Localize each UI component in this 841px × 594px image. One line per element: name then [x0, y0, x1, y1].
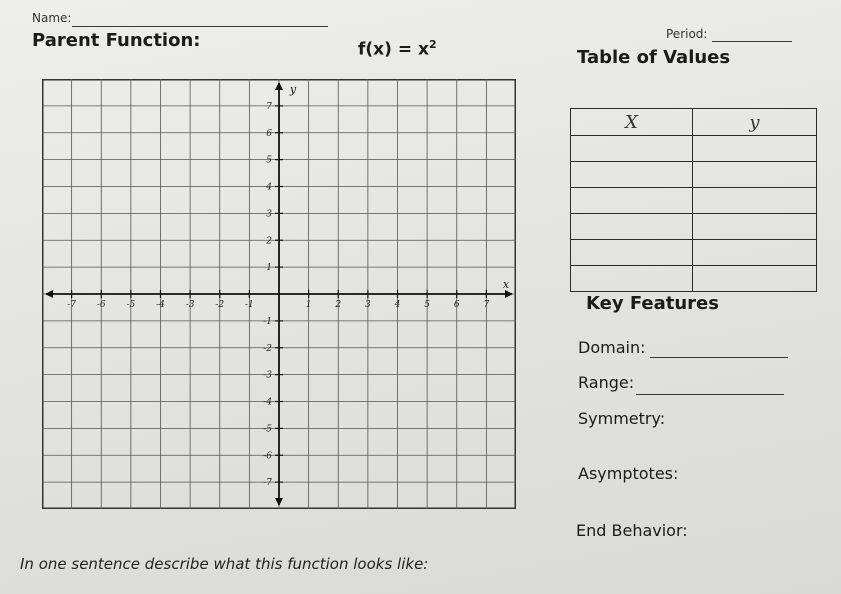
coordinate-grid[interactable] — [42, 79, 516, 509]
x-tick-label: -4 — [156, 300, 165, 310]
table-cell-y[interactable] — [693, 240, 817, 266]
period-label: Period: — [666, 27, 708, 41]
table-cell-y[interactable] — [693, 266, 817, 292]
x-tick-label: 4 — [394, 300, 401, 310]
table-header-x: X — [571, 109, 693, 136]
x-tick-label: -3 — [185, 300, 195, 310]
table-cell-y[interactable] — [693, 188, 817, 214]
table-header-row — [571, 109, 817, 136]
table-row — [571, 214, 817, 240]
y-axis-arrow-down-icon — [275, 498, 283, 506]
table-row — [571, 136, 817, 162]
domain-label: Domain: — [578, 338, 646, 357]
x-axis-arrow-left-icon — [45, 290, 53, 298]
table-row — [571, 240, 817, 266]
y-tick-label: 6 — [266, 128, 272, 139]
y-axis-label: y — [289, 83, 297, 96]
asymptotes-label: Asymptotes: — [578, 464, 679, 483]
table-of-values-title: Table of Values — [577, 47, 731, 68]
table-cell-y[interactable] — [693, 214, 817, 240]
range-blank-line[interactable] — [636, 394, 784, 395]
y-tick-label: -3 — [263, 370, 272, 381]
x-tick-label: 1 — [305, 300, 312, 310]
table-of-values — [570, 108, 817, 292]
y-tick-label: -1 — [263, 316, 272, 327]
table-cell-x[interactable] — [571, 240, 693, 266]
y-tick-label: -6 — [263, 451, 272, 462]
x-tick-label: 5 — [424, 300, 430, 310]
table-row — [571, 162, 817, 188]
key-features-title: Key Features — [586, 293, 719, 314]
y-tick-label: 3 — [266, 209, 272, 220]
y-tick-label: 1 — [266, 263, 272, 274]
y-tick-label: -5 — [263, 424, 272, 435]
function-equation-base: f(x) = x — [358, 39, 429, 60]
y-tick-label: -4 — [263, 397, 272, 408]
x-tick-label: 6 — [453, 300, 460, 310]
x-tick-label: 2 — [335, 300, 342, 310]
y-tick-label: 2 — [266, 236, 272, 247]
period-blank-line[interactable] — [712, 41, 792, 42]
table-cell-y[interactable] — [693, 162, 817, 188]
symmetry-label: Symmetry: — [578, 409, 666, 428]
table-cell-x[interactable] — [571, 136, 693, 162]
y-tick-label: 5 — [266, 155, 272, 166]
name-label: Name: — [32, 11, 72, 25]
x-tick-label: -1 — [244, 300, 254, 310]
x-tick-label: -6 — [96, 300, 106, 310]
range-label: Range: — [578, 373, 635, 392]
describe-prompt: In one sentence describe what this function looks like: — [20, 555, 429, 573]
table-cell-x[interactable] — [571, 188, 693, 214]
function-exponent: 2 — [428, 38, 437, 51]
y-tick-label: -2 — [263, 343, 272, 354]
table-cell-x[interactable] — [571, 266, 693, 292]
y-tick-label: 7 — [266, 101, 272, 112]
table-cell-x[interactable] — [571, 162, 693, 188]
y-tick-label: 4 — [266, 182, 272, 193]
name-blank-line[interactable] — [72, 26, 328, 27]
y-axis-arrow-icon — [275, 82, 283, 90]
end-behavior-label: End Behavior: — [576, 521, 688, 540]
table-cell-x[interactable] — [571, 214, 693, 240]
table-header-y: y — [693, 109, 817, 136]
table-row — [571, 266, 817, 292]
function-equation — [358, 38, 437, 60]
parent-function-label: Parent Function: — [32, 30, 201, 51]
table-row — [571, 188, 817, 214]
x-tick-label: -2 — [215, 300, 225, 310]
table-cell-y[interactable] — [693, 136, 817, 162]
domain-blank-line[interactable] — [650, 357, 788, 358]
x-tick-label: -7 — [67, 300, 77, 310]
x-axis-arrow-icon — [505, 290, 513, 298]
y-tick-label: -7 — [263, 478, 272, 489]
x-tick-label: -5 — [126, 300, 136, 310]
x-tick-label: 7 — [483, 300, 490, 310]
x-tick-label: 3 — [365, 300, 371, 310]
x-axis-label: x — [502, 278, 510, 291]
